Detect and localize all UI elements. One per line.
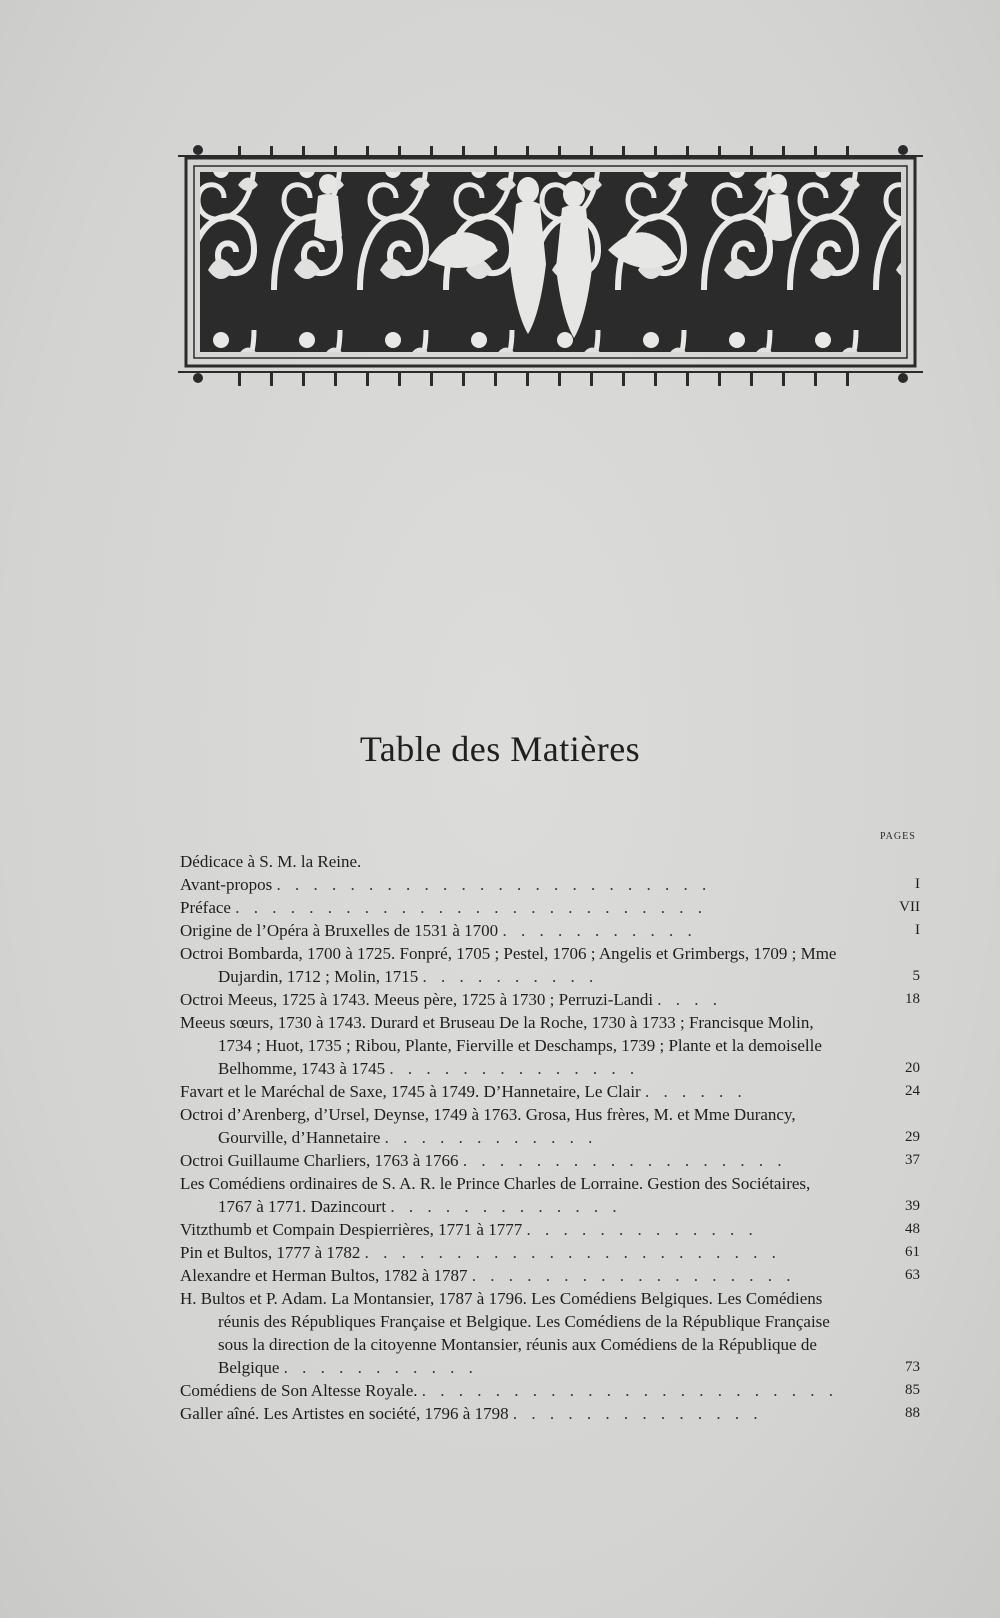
toc-entry: Galler aîné. Les Artistes en société, 1796 à 1798 . . . . . . . . . . . . . . 88	[180, 1404, 920, 1423]
toc-entry: Avant-propos . . . . . . . . . . . . . . . . . . . . . . . . I	[180, 875, 920, 894]
toc-entry: Octroi Bombarda, 1700 à 1725. Fonpré, 1705 ; Pestel, 1706 ; Angelis et Grimbergs, 1709 ; Mme Dujardin, 1712 ; Molin, 1715 . . . . . . . . . . 5	[180, 944, 920, 986]
toc-entry: H. Bultos et P. Adam. La Montansier, 1787 à 1796. Les Comédiens Belgiques. Les Comédiens réunis des Républiques Française et Belgique. Les Comédiens de la République Française sous la direction de la citoyenne Montansier, réunis aux Comédiens de la République de Belgique . . . . . . . . . . . 73	[180, 1289, 920, 1377]
toc-entry: Octroi Meeus, 1725 à 1743. Meeus père, 1725 à 1730 ; Perruzi-Landi . . . . 18	[180, 990, 920, 1009]
toc-entry: Dédicace à S. M. la Reine.	[180, 852, 362, 871]
toc-entry: Pin et Bultos, 1777 à 1782 . . . . . . . . . . . . . . . . . . . . . . . 61	[180, 1243, 920, 1262]
pages-column-label: PAGES	[880, 831, 916, 842]
table-of-contents	[180, 850, 920, 1425]
toc-entry: Les Comédiens ordinaires de S. A. R. le Prince Charles de Lorraine. Gestion des Sociétaires, 1767 à 1771. Dazincourt . . . . . . . . . . . . . 39	[180, 1174, 920, 1216]
toc-entry: Octroi Guillaume Charliers, 1763 à 1766 . . . . . . . . . . . . . . . . . . 37	[180, 1151, 920, 1170]
toc-entry: Préface . . . . . . . . . . . . . . . . . . . . . . . . . . VII	[180, 898, 920, 917]
toc-entry: Octroi d’Arenberg, d’Ursel, Deynse, 1749 à 1763. Grosa, Hus frères, M. et Mme Durancy, Gourville, d’Hannetaire . . . . . . . . . . . . 29	[180, 1105, 920, 1147]
toc-entry: Favart et le Maréchal de Saxe, 1745 à 1749. D’Hannetaire, Le Clair . . . . . . 24	[180, 1082, 920, 1101]
toc-entry: Comédiens de Son Altesse Royale. . . . . . . . . . . . . . . . . . . . . . . . 85	[180, 1381, 920, 1400]
toc-entry: Meeus sœurs, 1730 à 1743. Durard et Bruseau De la Roche, 1730 à 1733 ; Francisque Molin, 1734 ; Huot, 1735 ; Ribou, Plante, Fierville et Deschamps, 1739 ; Plante et la demoiselle Belhomme, 1743 à 1745 . . . . . . . . . . . . . . 20	[180, 1013, 920, 1078]
ornamental-headpiece	[178, 140, 923, 398]
toc-entry: Alexandre et Herman Bultos, 1782 à 1787 . . . . . . . . . . . . . . . . . . 63	[180, 1266, 920, 1285]
toc-entry: Vitzthumb et Compain Despierrières, 1771 à 1777 . . . . . . . . . . . . . 48	[180, 1220, 920, 1239]
page-title: Table des Matières	[359, 729, 641, 769]
toc-entry: Origine de l’Opéra à Bruxelles de 1531 à 1700 . . . . . . . . . . . I	[180, 921, 920, 940]
